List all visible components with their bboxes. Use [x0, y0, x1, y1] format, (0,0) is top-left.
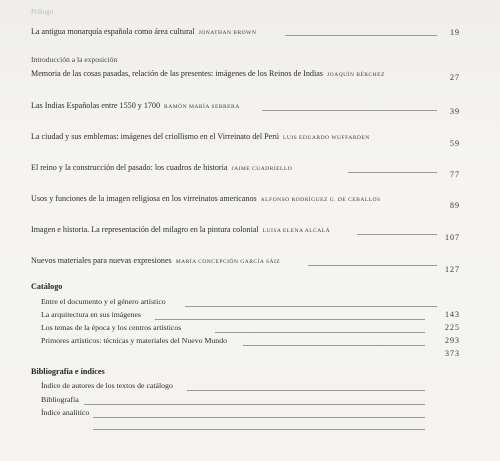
toc-entry[interactable]: [0, 224, 500, 242]
toc-entry-page: 27: [450, 73, 460, 82]
toc-entry-title: La antigua monarquía española como área cultural: [31, 27, 195, 36]
dot-leader: [348, 172, 437, 173]
catalogo-item-page: 143: [445, 310, 460, 319]
toc-entry-line: [31, 224, 330, 237]
dot-leader: [93, 429, 425, 430]
toc-entry-page: 59: [450, 139, 460, 148]
bibliografia-item[interactable]: [0, 394, 500, 408]
dot-leader: [185, 306, 437, 307]
toc-entry-line: [31, 193, 381, 206]
toc-entry[interactable]: [0, 26, 500, 40]
toc-entry-prefix: Introducción a la exposición: [31, 55, 118, 64]
dot-leader: [262, 110, 437, 111]
dot-leader: [308, 265, 437, 266]
toc-entry-author: LUISA ELENA ALCALÁ: [262, 228, 331, 234]
toc-entry-page: 77: [450, 170, 460, 179]
toc-entry-page: 19: [450, 28, 460, 37]
dot-leader: [243, 345, 425, 346]
toc-entry[interactable]: [0, 162, 500, 179]
toc-entry-title: Nuevos materiales para nuevas expresiones: [31, 256, 172, 265]
catalogo-item-title: Entre el documento y el género artístico: [41, 297, 166, 306]
catalogo-item-page: 373: [445, 349, 460, 358]
toc-entry-title: El reino y la construcción del pasado: los cuadros de historia: [31, 163, 228, 172]
toc-entry-line: [31, 255, 280, 268]
prologo-label: Prólogo: [31, 8, 54, 16]
toc-entry-page: 89: [450, 201, 460, 210]
toc-entry-title: Usos y funciones de la imagen religiosa en los virreinatos americanos: [31, 194, 257, 203]
bibliografia-item[interactable]: [0, 407, 500, 421]
toc-entry-author: MARÍA CONCEPCIÓN GARCÍA SÁIZ: [175, 259, 281, 265]
bibliografia-item[interactable]: [0, 380, 500, 394]
bibliografia-item-title: Índice de autores de los textos de catálogo: [41, 381, 173, 390]
dot-leader: [215, 332, 425, 333]
toc-entry[interactable]: [0, 255, 500, 274]
toc-entry-author: JAIME CUADRIELLO: [231, 166, 293, 172]
dot-leader: [155, 319, 425, 320]
catalogo-item[interactable]: [0, 348, 500, 362]
dot-leader: [84, 404, 425, 405]
toc-entry-title: Las Indias Españolas entre 1550 y 1700: [31, 101, 161, 110]
dot-leader: [187, 390, 425, 391]
toc-entry-author: JONATHAN BROWN: [198, 30, 257, 36]
toc-entry-author: JOAQUÍN BÉRCHEZ: [326, 72, 385, 78]
bibliografia-item-title: Índice analítico: [41, 408, 90, 417]
toc-entry-title: Memoria de las cosas pasadas, relación de las presentes: imágenes de los Reinos de Indias: [31, 69, 323, 78]
toc-entry-line: [31, 100, 240, 113]
dot-leader: [285, 35, 437, 36]
catalogo-item-title: Los temas de la época y los centros artísticos: [41, 323, 182, 332]
toc-entry-title: Imagen e historia. La representación del milagro en la pintura colonial: [31, 225, 259, 234]
dot-leader: [357, 234, 437, 235]
bibliografia-header: Bibliografía e índices: [31, 367, 105, 376]
catalogo-item-title: La arquitectura en sus imágenes: [41, 310, 142, 319]
toc-entry-page: 127: [445, 265, 460, 274]
toc-entry-line: [31, 68, 385, 81]
toc-entry-page: 107: [445, 233, 460, 242]
toc-entry-line: [31, 131, 370, 144]
catalogo-item-title: Primores artísticos: técnicas y materiales del Nuevo Mundo: [41, 336, 227, 345]
toc-entry-line: [31, 162, 292, 175]
catalogo-item[interactable]: [0, 322, 500, 336]
toc-entry[interactable]: [0, 68, 500, 82]
catalogo-item[interactable]: [0, 335, 500, 349]
catalogo-item-page: 225: [445, 323, 460, 332]
toc-entry-author: ALFONSO RODRÍGUEZ G. DE CEBALLOS: [260, 197, 381, 203]
catalogo-item-page: 293: [445, 336, 460, 345]
toc-entry-line: [31, 26, 256, 39]
toc-entry-page: 39: [450, 107, 460, 116]
bibliografia-item-title: Bibliografía: [41, 395, 79, 404]
catalogo-item[interactable]: [0, 309, 500, 323]
toc-entry-title: La ciudad y sus emblemas: imágenes del criollismo en el Virreinato del Perú: [31, 132, 279, 141]
toc-entry[interactable]: [0, 131, 500, 148]
toc-entry-author: RAMÓN MARÍA SERRERA: [164, 104, 240, 110]
catalogo-item[interactable]: [0, 296, 500, 310]
toc-entry-author: LUIS EDUARDO WUFFARDEN: [282, 135, 370, 141]
dot-leader: [93, 417, 425, 418]
toc-entry[interactable]: [0, 100, 500, 114]
catalogo-header: Catálogo: [31, 282, 63, 291]
toc-entry[interactable]: [0, 193, 500, 210]
